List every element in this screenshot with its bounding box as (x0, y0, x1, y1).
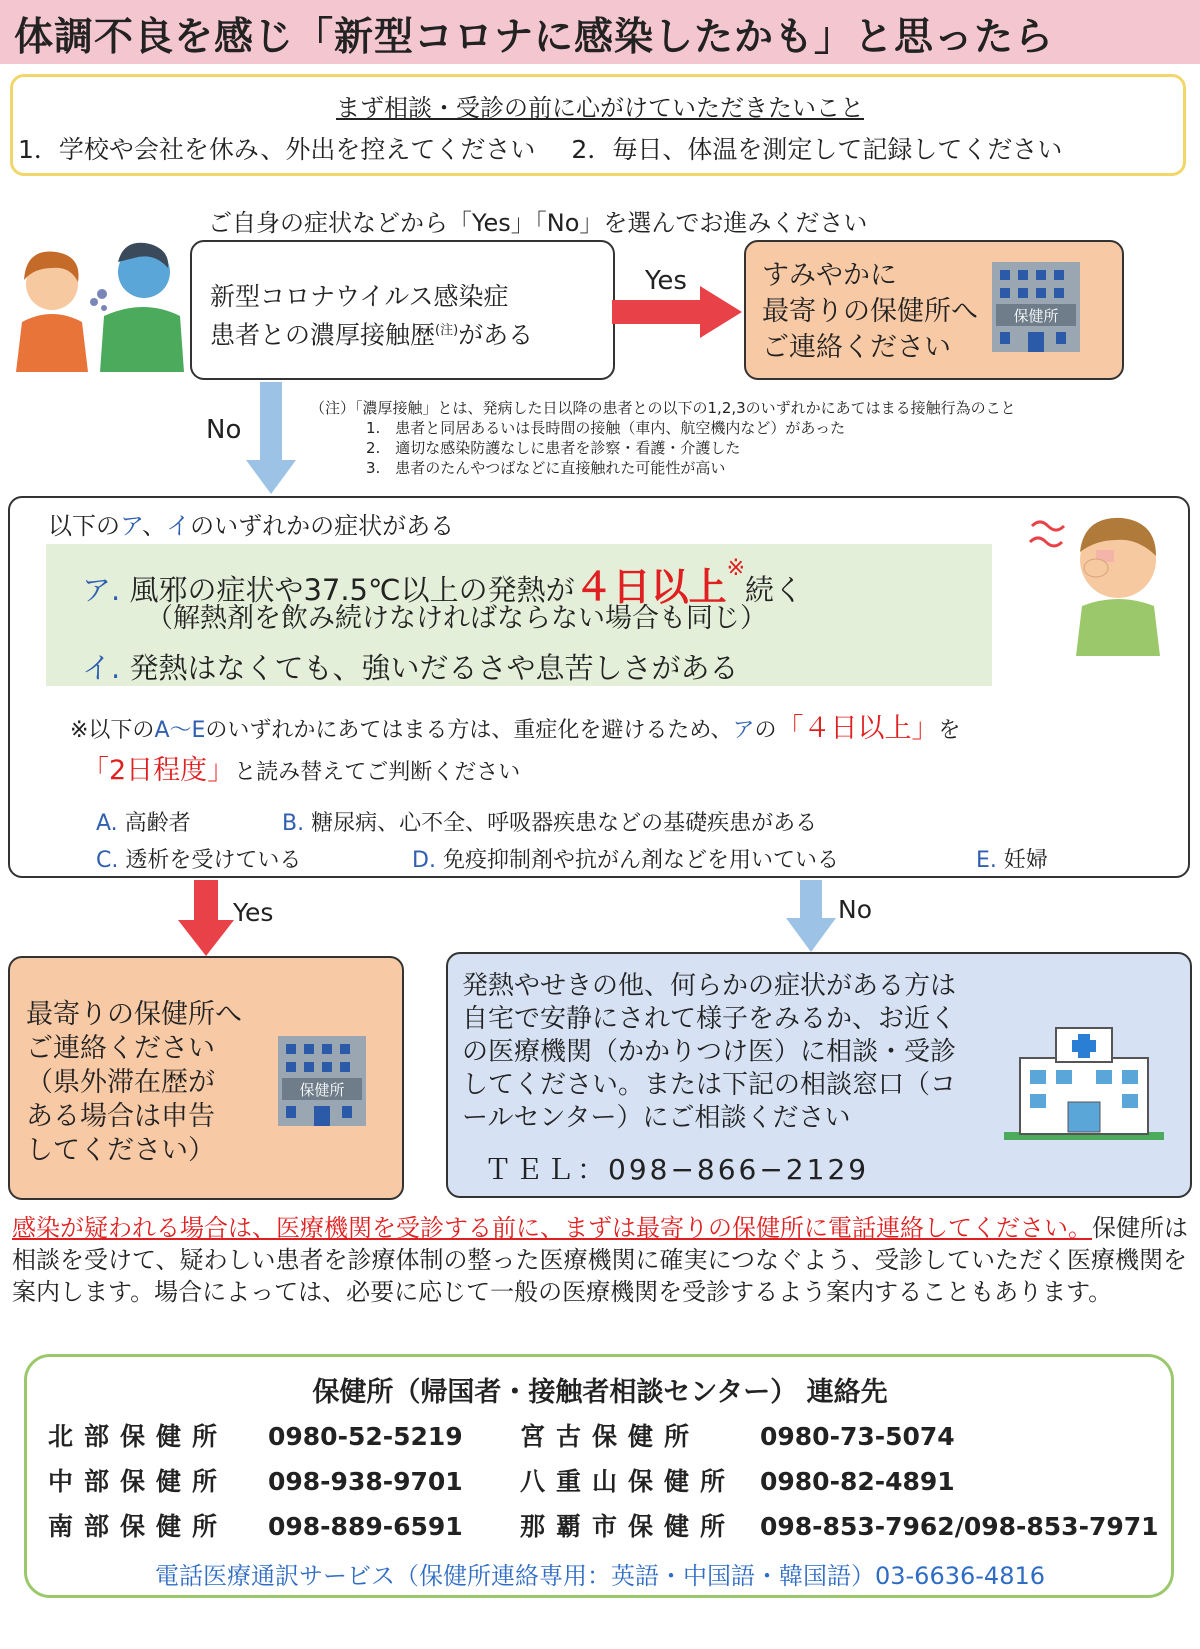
contact-question-line1: 新型コロナウイルス感染症 (210, 282, 509, 311)
contact-name: 八重山保健所 (520, 1467, 737, 1496)
yes-arrow-down-icon (178, 880, 234, 956)
choose-instruction: ご自身の症状などから「Yes」「No」を選んでお進みください (208, 209, 868, 237)
call-center-tel[interactable]: ＴＥＬ：098−866−2129 (484, 1153, 870, 1186)
advice-items (18, 130, 1098, 166)
contact-note (310, 398, 1016, 478)
symptom-a-star: ※ (726, 556, 746, 581)
no-label-2: No (838, 895, 872, 924)
contact-tel[interactable]: 0980-73-5074 (760, 1422, 955, 1451)
risk-note-line1 (70, 706, 961, 745)
risk-note-2days: 2日程度 (109, 755, 208, 786)
contact-name: 北部保健所 (48, 1422, 229, 1451)
advice-item-2: 2．毎日、体温を測定して記録してください (571, 135, 1063, 164)
risk-note-q2-open: 「 (82, 755, 109, 786)
symptom-a-text: 風邪の症状や37.5℃以上の発熱が (129, 573, 575, 607)
contact-question-text (210, 280, 533, 352)
page-title: 体調不良を感じ「新型コロナに感染したかも」と思ったら (14, 15, 1055, 60)
condition-c-text: 透析を受けている (125, 848, 302, 873)
contact-question-line2 (210, 314, 533, 352)
contact-row-2-right (520, 1462, 955, 1498)
symptom-heading-sep: 、 (142, 512, 167, 540)
condition-d (412, 843, 839, 874)
contact-name: 南部保健所 (48, 1512, 229, 1541)
hospital-building-icon (1000, 1024, 1168, 1142)
guidance-highlight: 感染が疑われる場合は、医療機関を受診する前に、まずは最寄りの保健所に電話連絡してください。 (12, 1214, 1092, 1242)
promptly-line3: ご連絡ください (762, 332, 951, 363)
risk-note-q2-close: 」 (207, 755, 235, 786)
symptom-a-duration: ４日以上 (574, 565, 727, 609)
contact-tel[interactable]: 0980-82-4891 (760, 1467, 955, 1496)
risk-note-a: ア (732, 718, 755, 743)
symptom-a-label: ア. (82, 573, 121, 607)
condition-e-text: 妊婦 (1003, 848, 1048, 873)
promptly-line1: すみやかに (762, 260, 897, 291)
condition-b-letter: B. (282, 811, 305, 836)
contact-tel[interactable]: 098-889-6591 (268, 1512, 463, 1541)
risk-note-range: A〜E (154, 718, 206, 743)
advice-item-1: 1．学校や会社を休み、外出を控えてください (18, 135, 536, 164)
health-center-line3: （県外滞在歴が (26, 1067, 215, 1098)
condition-a-text: 高齢者 (124, 811, 191, 836)
symptom-i-text: 発熱はなくても、強いだるさや息苦しさがある (129, 651, 739, 685)
contact-name: 那覇市保健所 (520, 1512, 737, 1541)
health-center-sign-2: 保健所 (299, 1081, 345, 1099)
sick-person-icon (1026, 506, 1176, 656)
symptom-i (82, 646, 738, 687)
contact-note-3: 3. 患者のたんやつばなどに直接触れた可能性が高い (366, 459, 726, 477)
contact-note-1: 1. 患者と同居あるいは長時間の接触（車内、航空機内など）があった (366, 419, 846, 437)
condition-c (96, 843, 301, 874)
risk-note-pre: ※以下の (70, 718, 155, 743)
contact-note-mark: (注) (435, 323, 459, 338)
risk-note-mid: のいずれかにあてはまる方は、重症化を避けるため、 (205, 718, 733, 743)
medical-line2: 自宅で安静にされて様子をみるか、お近く (462, 1004, 957, 1034)
guidance-rest: 保健所は相談を受けて、疑わしい患者を診療体制の整った医療機関に確実につなぐよう、受診していただく医療機関を案内します。場合によっては、必要に応じて一般の医療機関を受診するよう案内することもあります。 (12, 1214, 1188, 1306)
contact-row-2 (48, 1462, 463, 1498)
contact-question-line2-post: がある (458, 320, 534, 350)
health-center-sign-1: 保健所 (1013, 307, 1059, 325)
condition-c-letter: C. (96, 848, 119, 873)
contact-row-1-right (520, 1417, 955, 1453)
health-center-line5: してください） (26, 1135, 215, 1166)
people-coughing-icon (4, 232, 184, 372)
risk-note-q1-close: 」 (911, 713, 939, 744)
condition-e (976, 843, 1048, 874)
health-center-text (26, 998, 242, 1168)
contact-row-3-right (520, 1507, 1159, 1543)
contact-name: 中部保健所 (48, 1467, 229, 1496)
risk-note-line2 (82, 748, 520, 787)
yes-label-2: Yes (233, 898, 274, 927)
symptom-heading-i: イ (166, 512, 191, 540)
contact-row-3 (48, 1507, 463, 1543)
advice-heading: まず相談・受診の前に心がけていただきたいこと (336, 94, 864, 122)
condition-d-text: 免疫抑制剤や抗がん剤などを用いている (442, 848, 839, 873)
risk-note-tail: と読み替えてご判断ください (234, 760, 521, 785)
medical-line5: ールセンター）にご相談ください (462, 1103, 851, 1133)
contact-note-2: 2. 適切な感染防護なしに患者を診察・看護・介護した (366, 439, 741, 457)
symptom-heading (48, 506, 454, 541)
medical-line1: 発熱やせきの他、何らかの症状がある方は (462, 971, 957, 1001)
yes-label-1: Yes (645, 266, 687, 296)
contact-tel[interactable]: 0980-52-5219 (268, 1422, 463, 1451)
health-center-line4: ある場合は申告 (26, 1101, 215, 1132)
no-arrow-down-icon-2 (786, 880, 836, 952)
risk-note-q1-open: 「 (776, 713, 804, 744)
guidance-paragraph (12, 1212, 1192, 1308)
condition-b (282, 806, 817, 837)
medical-line4: してください。または下記の相談窓口（コ (462, 1070, 957, 1100)
symptom-i-label: イ. (82, 651, 121, 685)
symptom-heading-post: のいずれかの症状がある (190, 512, 455, 540)
symptom-heading-pre: 以下の (48, 512, 120, 540)
symptom-a-tail: 続く (745, 573, 804, 607)
contact-row-1 (48, 1417, 463, 1453)
health-center-building-icon (986, 256, 1086, 352)
condition-b-text: 糖尿病、心不全、呼吸器疾患などの基礎疾患がある (311, 811, 818, 836)
promptly-contact-text (762, 258, 978, 366)
contact-name: 宮古保健所 (520, 1422, 701, 1451)
promptly-line2: 最寄りの保健所へ (762, 296, 978, 327)
no-arrow-down-icon (246, 382, 296, 494)
contacts-title: 保健所（帰国者・接触者相談センター） 連絡先 (312, 1377, 888, 1408)
risk-note-no: の (754, 718, 777, 743)
symptom-a-sub: （解熱剤を飲み続けなければならない場合も同じ） (146, 603, 767, 634)
contact-tel[interactable]: 098-938-9701 (268, 1467, 463, 1496)
condition-d-letter: D. (412, 848, 436, 873)
risk-note-4days: ４日以上 (803, 713, 912, 744)
health-center-building-icon-2 (272, 1030, 372, 1126)
condition-a-letter: A. (96, 811, 118, 836)
risk-note-wo: を (938, 718, 961, 743)
condition-e-letter: E. (976, 848, 997, 873)
medical-consult-text (462, 970, 956, 1135)
symptom-heading-a: ア (120, 512, 143, 540)
medical-line3: の医療機関（かかりつけ医）に相談・受診 (462, 1037, 957, 1067)
health-center-line2: ご連絡ください (26, 1033, 215, 1064)
contact-tel[interactable]: 098-853-7962/098-853-7971 (760, 1512, 1159, 1541)
condition-a (96, 806, 191, 837)
contact-note-head: （注）「濃厚接触」とは、発病した日以降の患者との以下の1,2,3のいずれかにあてはまる接触行為のこと (310, 399, 1016, 417)
no-label-1: No (206, 415, 242, 445)
interpreter-service[interactable]: 電話医療通訳サービス（保健所連絡専用：英語・中国語・韓国語）03-6636-4816 (154, 1562, 1045, 1590)
health-center-line1: 最寄りの保健所へ (26, 999, 242, 1030)
contact-question-line2-pre: 患者との濃厚接触歴 (210, 320, 436, 350)
